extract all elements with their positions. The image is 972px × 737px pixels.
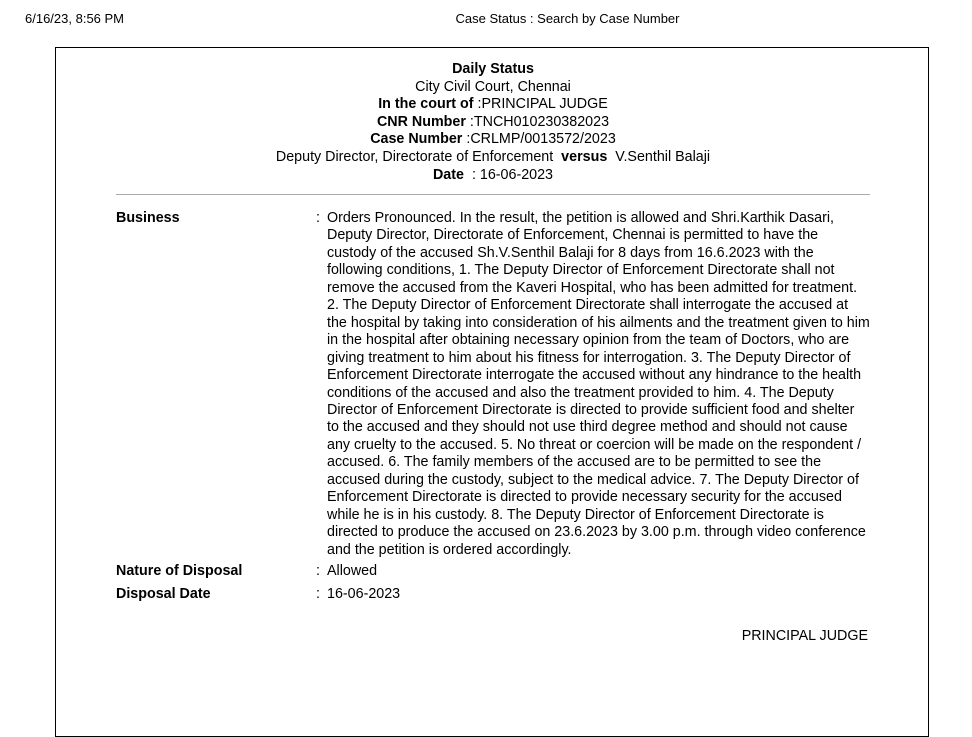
versus-label: versus [561, 148, 608, 165]
cnr-line [56, 114, 930, 132]
print-header [0, 10, 972, 28]
business-colon: : [316, 210, 320, 226]
disposal-date-value: 16-06-2023 [327, 585, 401, 602]
print-page-title: Case Status : Search by Case Number [455, 11, 680, 26]
court-line [56, 96, 930, 114]
business-row [116, 210, 876, 559]
header-divider [116, 194, 870, 195]
court-name: City Civil Court, Chennai [415, 78, 571, 95]
court-value: :PRINCIPAL JUDGE [477, 96, 608, 113]
date-label: Date [432, 166, 464, 183]
cnr-label: CNR Number [376, 113, 466, 130]
case-label: Case Number [370, 131, 463, 148]
business-label: Business [116, 210, 180, 226]
cnr-value: :TNCH010230382023 [469, 113, 610, 130]
case-value: :CRLMP/0013572/2023 [466, 131, 616, 148]
disposal-date-row [116, 586, 876, 603]
disposal-nature-colon: : [316, 563, 320, 580]
disposal-nature-value: Allowed [327, 563, 378, 580]
date-line [56, 167, 930, 185]
court-label: In the court of [378, 96, 474, 113]
status-details [116, 210, 876, 603]
status-header [56, 61, 930, 184]
date-value: : 16-06-2023 [471, 166, 554, 183]
print-datetime: 6/16/23, 8:56 PM [25, 11, 125, 26]
disposal-date-label: Disposal Date [116, 585, 211, 602]
case-line [56, 131, 930, 149]
parties-line [56, 149, 930, 167]
petitioner: Deputy Director, Directorate of Enforcement [275, 148, 554, 165]
business-text: Orders Pronounced. In the result, the petition is allowed and Shri.Karthik Dasari, Deputy Director, Directorate of Enforcement, Chennai is permitted to have the custody of the accused Sh.V.Senthil Balaji for 8 days from 16.6.2023 with the following conditions, 1. The Deputy Director of Enforcement Directorate shall not remove the accused from the Kaveri Hospital, who has been admitted for treatment. 2. The Deputy Director of Enforcement Directorate shall interrogate the accused at the hospital by taking into consideration of his ailments and the treatment given to him in the hospital after obtaining necessary opinion from the team of Doctors, who are giving treatment to him about his fitness for interrogation. 3. The Deputy Director of Enforcement Directorate interrogate the accused without any hindrance to the health conditions of the accused and also the treatment provided to him. 4. The Deputy Director of Enforcement Directorate is directed to provide sufficient food and shelter to the accused and they should not use third degree method and should not cause any cruelty to the accused. 5. No threat or coercion will be made on the respondent / accused. 6. The family members of the accused are to be permitted to see the accused during the custody, subject to the medical advice. 7. The Deputy Director of Enforcement Directorate is directed to provide necessary security for the accused while he is in his custody. 8. The Deputy Director of Enforcement Directorate is directed to produce the accused on 23.6.2023 by 3.00 p.m. through video conference and the petition is ordered accordingly. [327, 210, 870, 558]
disposal-nature-row [116, 563, 876, 580]
disposal-date-colon: : [316, 585, 320, 602]
daily-status-frame [55, 47, 929, 737]
respondent: V.Senthil Balaji [615, 148, 711, 165]
status-heading: Daily Status [452, 61, 534, 77]
judge-signature: PRINCIPAL JUDGE [741, 628, 868, 644]
disposal-nature-label: Nature of Disposal [116, 563, 243, 580]
